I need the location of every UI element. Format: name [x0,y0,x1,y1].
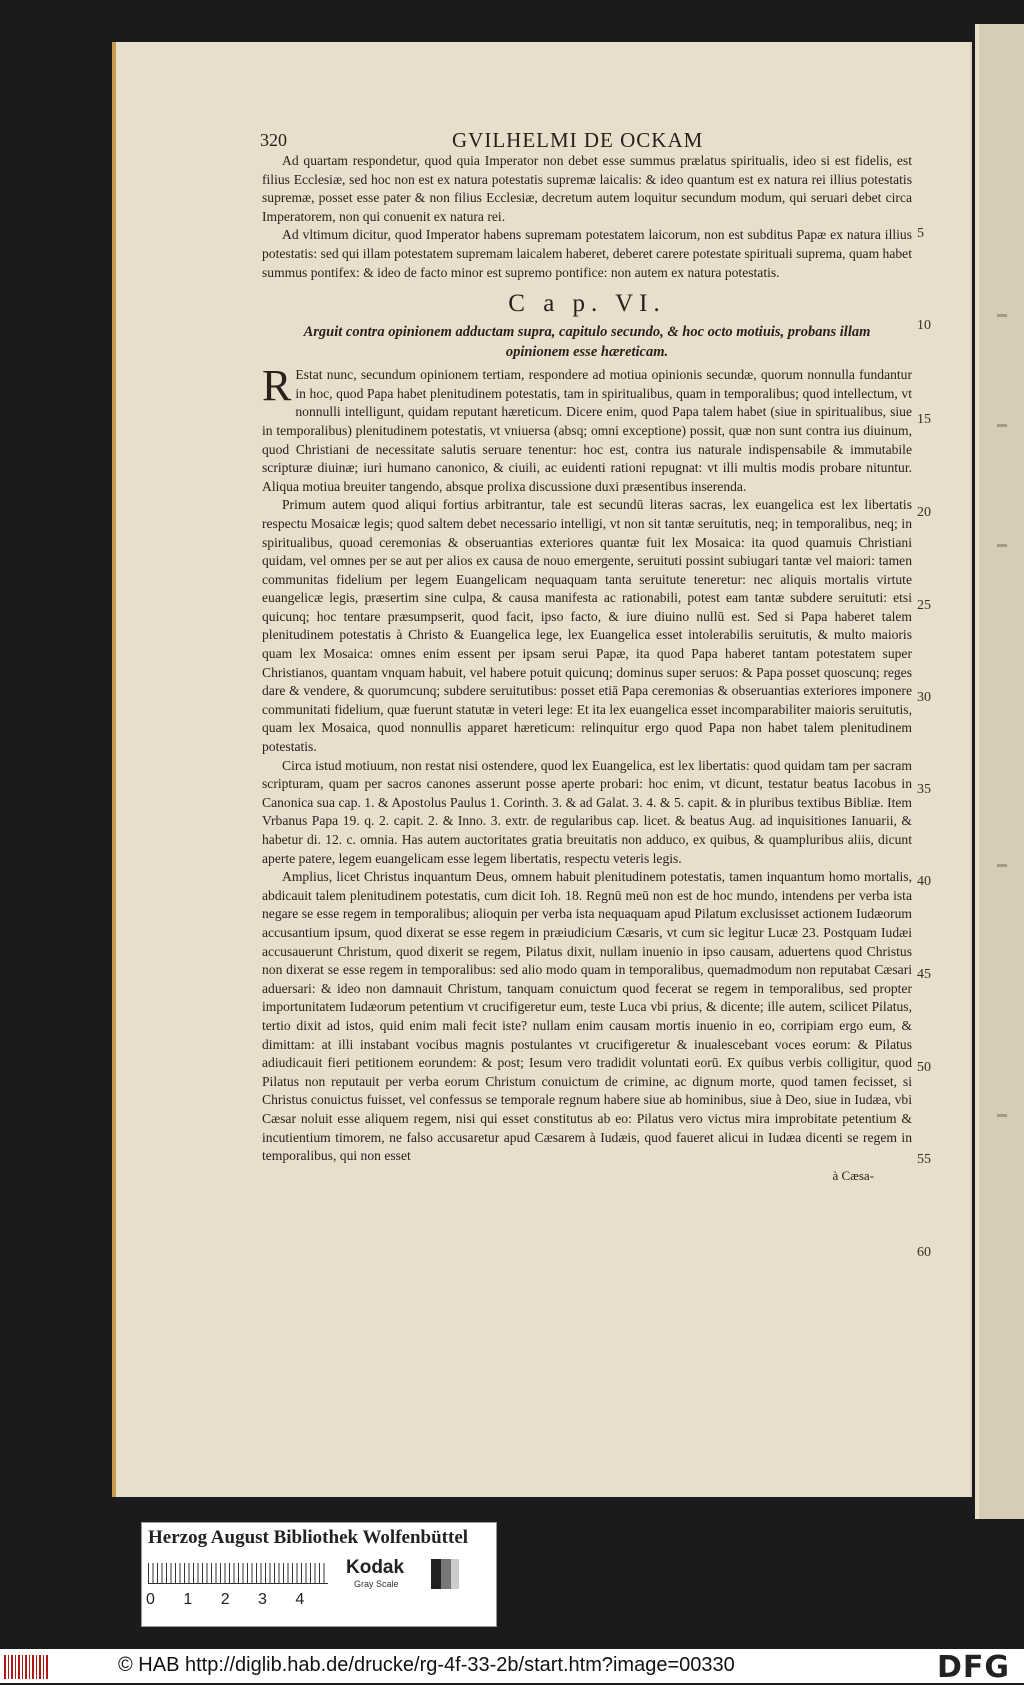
page-speck [997,424,1007,427]
measurement-scale [148,1563,328,1584]
gray-scale-patch [419,1559,459,1589]
margin-line-number: 25 [917,598,931,613]
scale-digits: 0 1 2 3 4 [146,1591,305,1608]
margin-line-number: 5 [917,226,924,241]
margin-line-number: 30 [917,690,931,705]
page-speck [997,544,1007,547]
page-speck [997,1114,1007,1117]
margin-line-number: 10 [917,318,931,333]
margin-line-number: 20 [917,505,931,520]
page-number: 320 [260,130,287,150]
paragraph-text: Estat nunc, secundum opinionem tertiam, respondere ad motiua opinionis secundæ, quorum nonnulla fundantur in hoc, quod Papa habet plenitudinem potestatis, tam in spiritualibus, quam in temporalibus; quod intellectum, vt nonnulli intelligunt, quidam reputant hæreticum. Dicere enim, quod Papa talem habet (siue in spiritualibus, siue in temporalibus) plenitudinem potestatis, vt vniuersa (absq; omni exceptione) possit, quæ non sunt contra ius diuinum, quod Christiani de necessitate salutis seruare tenentur: hoc est, contra ius naturale indispensabile & immutabile scripturæ diuinæ; iuri humano canonico, & ciuili, ac euidenti rationi repugnat: vt illi multis modis probare nituntur. Aliqua motiua breuiter tangendo, absque prolixa discussione duxi præsentibus inserenda. [262,367,912,494]
margin-line-number: 60 [917,1245,931,1260]
gray-scale-label: Gray Scale [354,1579,399,1589]
footer-bar [0,1649,1024,1683]
dropcap-letter: R [262,361,292,411]
margin-line-number: 50 [917,1060,931,1075]
margin-line-number: 55 [917,1152,931,1167]
paragraph [262,361,912,496]
color-checker-card [141,1522,497,1627]
catchword: à Cæsa- [832,1167,874,1183]
running-head [262,128,912,152]
copyright-url[interactable]: © HAB http://diglib.hab.de/drucke/rg-4f-33-2b/start.htm?image=00330 [118,1654,735,1676]
chapter-summary: Arguit contra opinionem adductam supra, capitulo secundo, & hoc octo motiuis, probans illam opinionem esse hæreticam. [303,324,871,361]
paragraph: Ad vltimum dicitur, quod Imperator habens supremam potestatem laicorum, non est subditus Papæ ex natura illius potestatis: sed qui illam potestatem supremam laicalem haberet, deberet carere potestate spirituali suprema, quam habet summus pontifex: & ideo de facto minor est supremo pontifice: non autem ex natura potestatis. [262,227,912,280]
page-speck [997,864,1007,867]
dfg-logo: DFG [936,1650,1010,1685]
margin-line-number: 40 [917,874,931,889]
book-page [112,42,972,1497]
paragraph: Circa istud motiuum, non restat nisi ostendere, quod lex Euangelica, est lex libertatis: quod quidam tam per sacram scripturam, quam per sacros canones asserunt posse aperte probari: hoc enim, vt dicunt, testatur beatus Iacobus in Canonica sua cap. 1. & Apostolus Paulus 1. Corinth. 3. & ad Galat. 3. 4. & 5. capit. & in pluribus textibus Bibliæ. Item Vrbanus Papa 19. q. 2. capit. 2. & Inno. 3. extr. de regularibus cap. licet. & beatus Aug. ad inquisitiones Ianuarii, & habetur di. 12. c. omnia. Has autem auctoritates gratia breuitatis non adduco, ex quibus, & quampluribus aliis, dicunt aperte patere, legem euangelicam esse legem libertatis, respectu veteris legis. [262,757,912,866]
margin-line-number: 35 [917,782,931,797]
page-text-block [262,128,912,1184]
library-name: Herzog August Bibliothek Wolfenbüttel [148,1527,469,1548]
paragraph: Amplius, licet Christus inquantum Deus, omnem habuit plenitudinem potestatis, tamen inquantum homo mortalis, abdicauit talem plenitudinem potestatis, cum dicit Ioh. 18. Regnū meū non est de hoc mundo, intendens per verba ista negare se esse regem in temporalibus; alioquin per verba ista nequaquam apud Pilatum exclusisset actionem Iudæorum accusantium ipsum, quod dixerat se esse regem in præiudicium Cæsaris, vt cum sic legitur Lucæ 23. Postquam Iudæi accusauerunt Christum, quod dixerit se regem, Pilatus dixit, nullam inuenio in ipso causam, aduertens quod Christus non dixerat se esse regem in temporalibus: sed alio modo quam in temporalibus, quemadmodum non reputabat Cæsari aduersari: & ideo non damnauit Christum, tanquam conuictum quod fecerat se regem in temporalibus, sed propter importunitatem Iudæorum petentium vt crucifigeretur eum, teste Luca vbi prius, & dicente; ille autem, scilicet Pilatus, tertio dixit ad istos, quid enim mali fecit iste? nullam enim causam mortis inuenio in eo, corripiam ergo eum, & dimittam: at illi instabant vocibus magnis postulantes vt crucifigeretur & inualescebant voces eorum: & Pilatus adiudicauit fieri petitionem eorundem: & post; Iesum vero tradidit voluntati eorū. Ex quibus verbis colligitur, quod Pilatus non reputauit per verba eorum Christum conuictum de crimine, ac dignum morte, quod tamen fecisset, si Christus conuictus fuisset, vel confessus se temporale regnum habere siue ab hominibus, siue à Deo, siue in Iudæa, vbi Cæsar noluit esse aliquem regem, nisi qui esset constitutus ab eo: Pilatus vero victus mira improbitate petentium & incutientium timorem, ne falso accusaretur apud Cæsarem à Iudæis, quod faueret alicui in Iudæa dicenti se regem in temporalibus, qui non esset [262,869,912,1164]
running-title: GVILHELMI DE OCKAM [452,128,704,152]
page-speck [997,314,1007,317]
facing-page-edge [975,24,1024,1519]
kodak-logo: Kodak [346,1557,405,1578]
paragraph: Primum autem quod aliqui fortius arbitrantur, tale est secundū literas sacras, lex euangelica est lex libertatis respectu Mosaicæ legis; quod saltem debet necessario intelligi, vt non sit tantæ seruitutis, neq; in temporalibus, neq; in spiritualibus, quoad ceremonias & obseruantias exteriores quantæ fuit lex Mosaica: ita quod quamuis Christiani quidam, vel omnes per se aut per alios ex causa de nouo emergente, seruituti possint subiugari tantæ vel maiori: tamen communitas fidelium per legem Euangelicam nequaquam tanta seruitute teneretur: nec aliquis mortalis virtute euangelicæ legis, præsertim sine culpa, & causa manifesta ac rationabili, potest eam tantæ subdere seruituti: etsi quicunq; hoc tentare præsumpserit, quod facit, ipso facto, & iure diuino nullū est. Sed si Papa haberet talem plenitudinem potestatis à Christo & Euangelica lege, lex Euangelica esset intolerabilis seruitutis, & multo maioris quam lex Mosaica: omnes enim essent per ipsam serui Papæ, ita quod Papa haberet tantam potestatem super Christianos, quantam vnquam habuit, vel habere potuit quicunq; dominus super seruos: & Papa posset quoscunq; reges dare & vendere, & quorumcunq; subdere seruitutibus: posset etiā Papa ceremonias & obseruantias exteriores imponere communitati fidelium, quæ fuerunt statutæ in veteri lege: Et ita lex euangelica esset incomparabiliter maioris seruitutis, quam lex Mosaica, quod nonnullis apparet hæreticum: relinquitur ergo quod Papa non habet talem plenitudinem potestatis. [262,497,912,755]
barcode-icon [4,1655,48,1679]
paragraph: Ad quartam respondetur, quod quia Imperator non debet esse summus prælatus spiritualis, ideo si est fidelis, est filius Ecclesiæ, sed hoc non est ex natura potestatis supremæ laicalis: & ideo quantum est ex natura rei illius potestatis supremæ, posset esse pater & non filius Ecclesiæ, decretum autem loquitur secundum modum, qui seruari debet circa Imperatorem, non qui conuenit ex natura rei. [262,153,912,224]
chapter-heading: C a p. VI. [508,290,666,318]
margin-line-number: 45 [917,967,931,982]
margin-line-number: 15 [917,412,931,427]
